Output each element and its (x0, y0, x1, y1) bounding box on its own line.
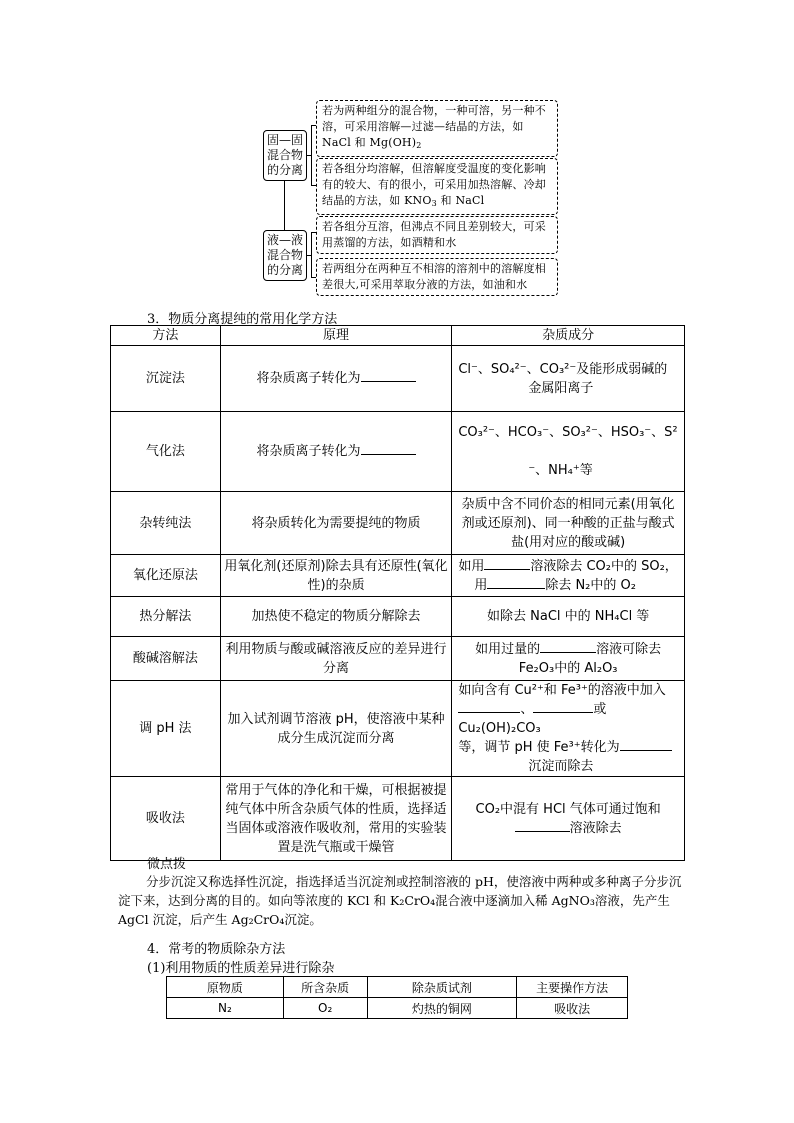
header-impurity: 杂质成分 (452, 326, 685, 346)
connector-ll-h (306, 255, 311, 256)
connector-ss-h (306, 155, 311, 156)
table-row: 杂转纯法 将杂质转化为需要提纯的物质 杂质中含不同价态的相同元素(用氧化剂或还原剂)、同一种酸的正盐与酸式盐(用对应的酸或碱) (111, 492, 685, 555)
connector-ll (311, 232, 312, 277)
table-row: 气化法 将杂质离子转化为 CO₃²⁻、HCO₃⁻、SO₃²⁻、HSO₃⁻、S² ⁻、NH₄⁺等 (111, 412, 685, 492)
ll-method-1: 若各组分互溶，但沸点不同且差别较大，可采用蒸馏的方法，如酒精和水 (316, 216, 558, 254)
table-header-row (111, 326, 685, 346)
ss-method-1: 若为两种组分的混合物，一种可溶，另一种不溶，可采用溶解—过滤—结晶的方法，如 NaCl 和 $Mg(OH)_2$ (316, 100, 558, 157)
ss-method-2: 若各组分均溶解，但溶解度受温度的变化影响有的较大、有的很小，可采用加热溶解、冷却结晶的方法，如 $KNO_3$ 和 NaCl (316, 158, 558, 215)
table-row: 调 pH 法 加入试剂调节溶液 pH，使溶液中某种成分生成沉淀而分离 如向含有 Cu²⁺和 Fe³⁺的溶液中加入 、 或 Cu₂(OH)₂CO₃ 等，调节 pH 使 Fe³⁺转化为 沉淀而除去 (111, 681, 685, 777)
solid-solid-box (263, 130, 307, 181)
ll-method-2: 若两组分在两种互不相溶的溶剂中的溶解度相差很大,可采用萃取分液的方法，如油和水 (316, 258, 558, 296)
chemical-methods-table (110, 325, 685, 861)
removal-header-row: 原物质 所含杂质 除杂质试剂 主要操作方法 (167, 977, 628, 998)
connector-ss (311, 125, 312, 185)
header-principle: 原理 (220, 326, 452, 346)
table-row: 吸收法 常用于气体的净化和干燥，可根据被提纯气体中所含杂质气体的性质，选择适当固体或溶液作吸收剂，常用的实验装置是洗气瓶或干燥管 CO₂中混有 HCl 气体可通过饱和 溶液除去 (111, 777, 685, 861)
tip-title: 微点拨 (147, 857, 187, 872)
table-row: 酸碱溶解法 利用物质与酸或碱溶液反应的差异进行分离 如用过量的 溶液可除去 Fe₂O₃中的 Al₂O₃ (111, 637, 685, 681)
liquid-liquid-box (263, 230, 307, 281)
table-row: 氧化还原法 用氧化剂(还原剂)除去具有还原性(氧化性)的杂质 如用 溶液除去 CO₂中的 SO₂， 用 除去 N₂中的 O₂ (111, 555, 685, 597)
removal-table (166, 976, 628, 1019)
liquid-liquid-label: 液—液混合物的分离 (266, 233, 303, 277)
header-method: 方法 (111, 326, 221, 346)
tip-text: 分步沉淀又称选择性沉淀，指选择适当沉淀剂或控制溶液的 pH，使溶液中两种或多种离子分步沉淀下来，达到分离的目的。如向等浓度的 KCl 和 K₂CrO₄混合液中逐滴加入稀 AgNO₃溶液，先产生 AgCl 沉淀，后产生 Ag₂CrO₄沉淀。 (118, 874, 682, 927)
connector-main (284, 181, 285, 231)
section-4-subtitle: (1)利用物质的性质差异进行除杂 (147, 961, 335, 976)
table-row: 热分解法 加热使不稳定的物质分解除去 如除去 NaCl 中的 NH₄Cl 等 (111, 597, 685, 637)
table-row: N₂ O₂ 灼热的铜网 吸收法 (167, 998, 628, 1019)
section-4-title: 4．常考的物质除杂方法 (147, 942, 286, 957)
section-3-title: 3．物质分离提纯的常用化学方法 (147, 312, 338, 327)
solid-solid-label: 固—固混合物的分离 (266, 133, 303, 177)
table-row: 沉淀法 将杂质离子转化为 Cl⁻、SO₄²⁻、CO₃²⁻及能形成弱碱的 金属阳离子 (111, 346, 685, 412)
